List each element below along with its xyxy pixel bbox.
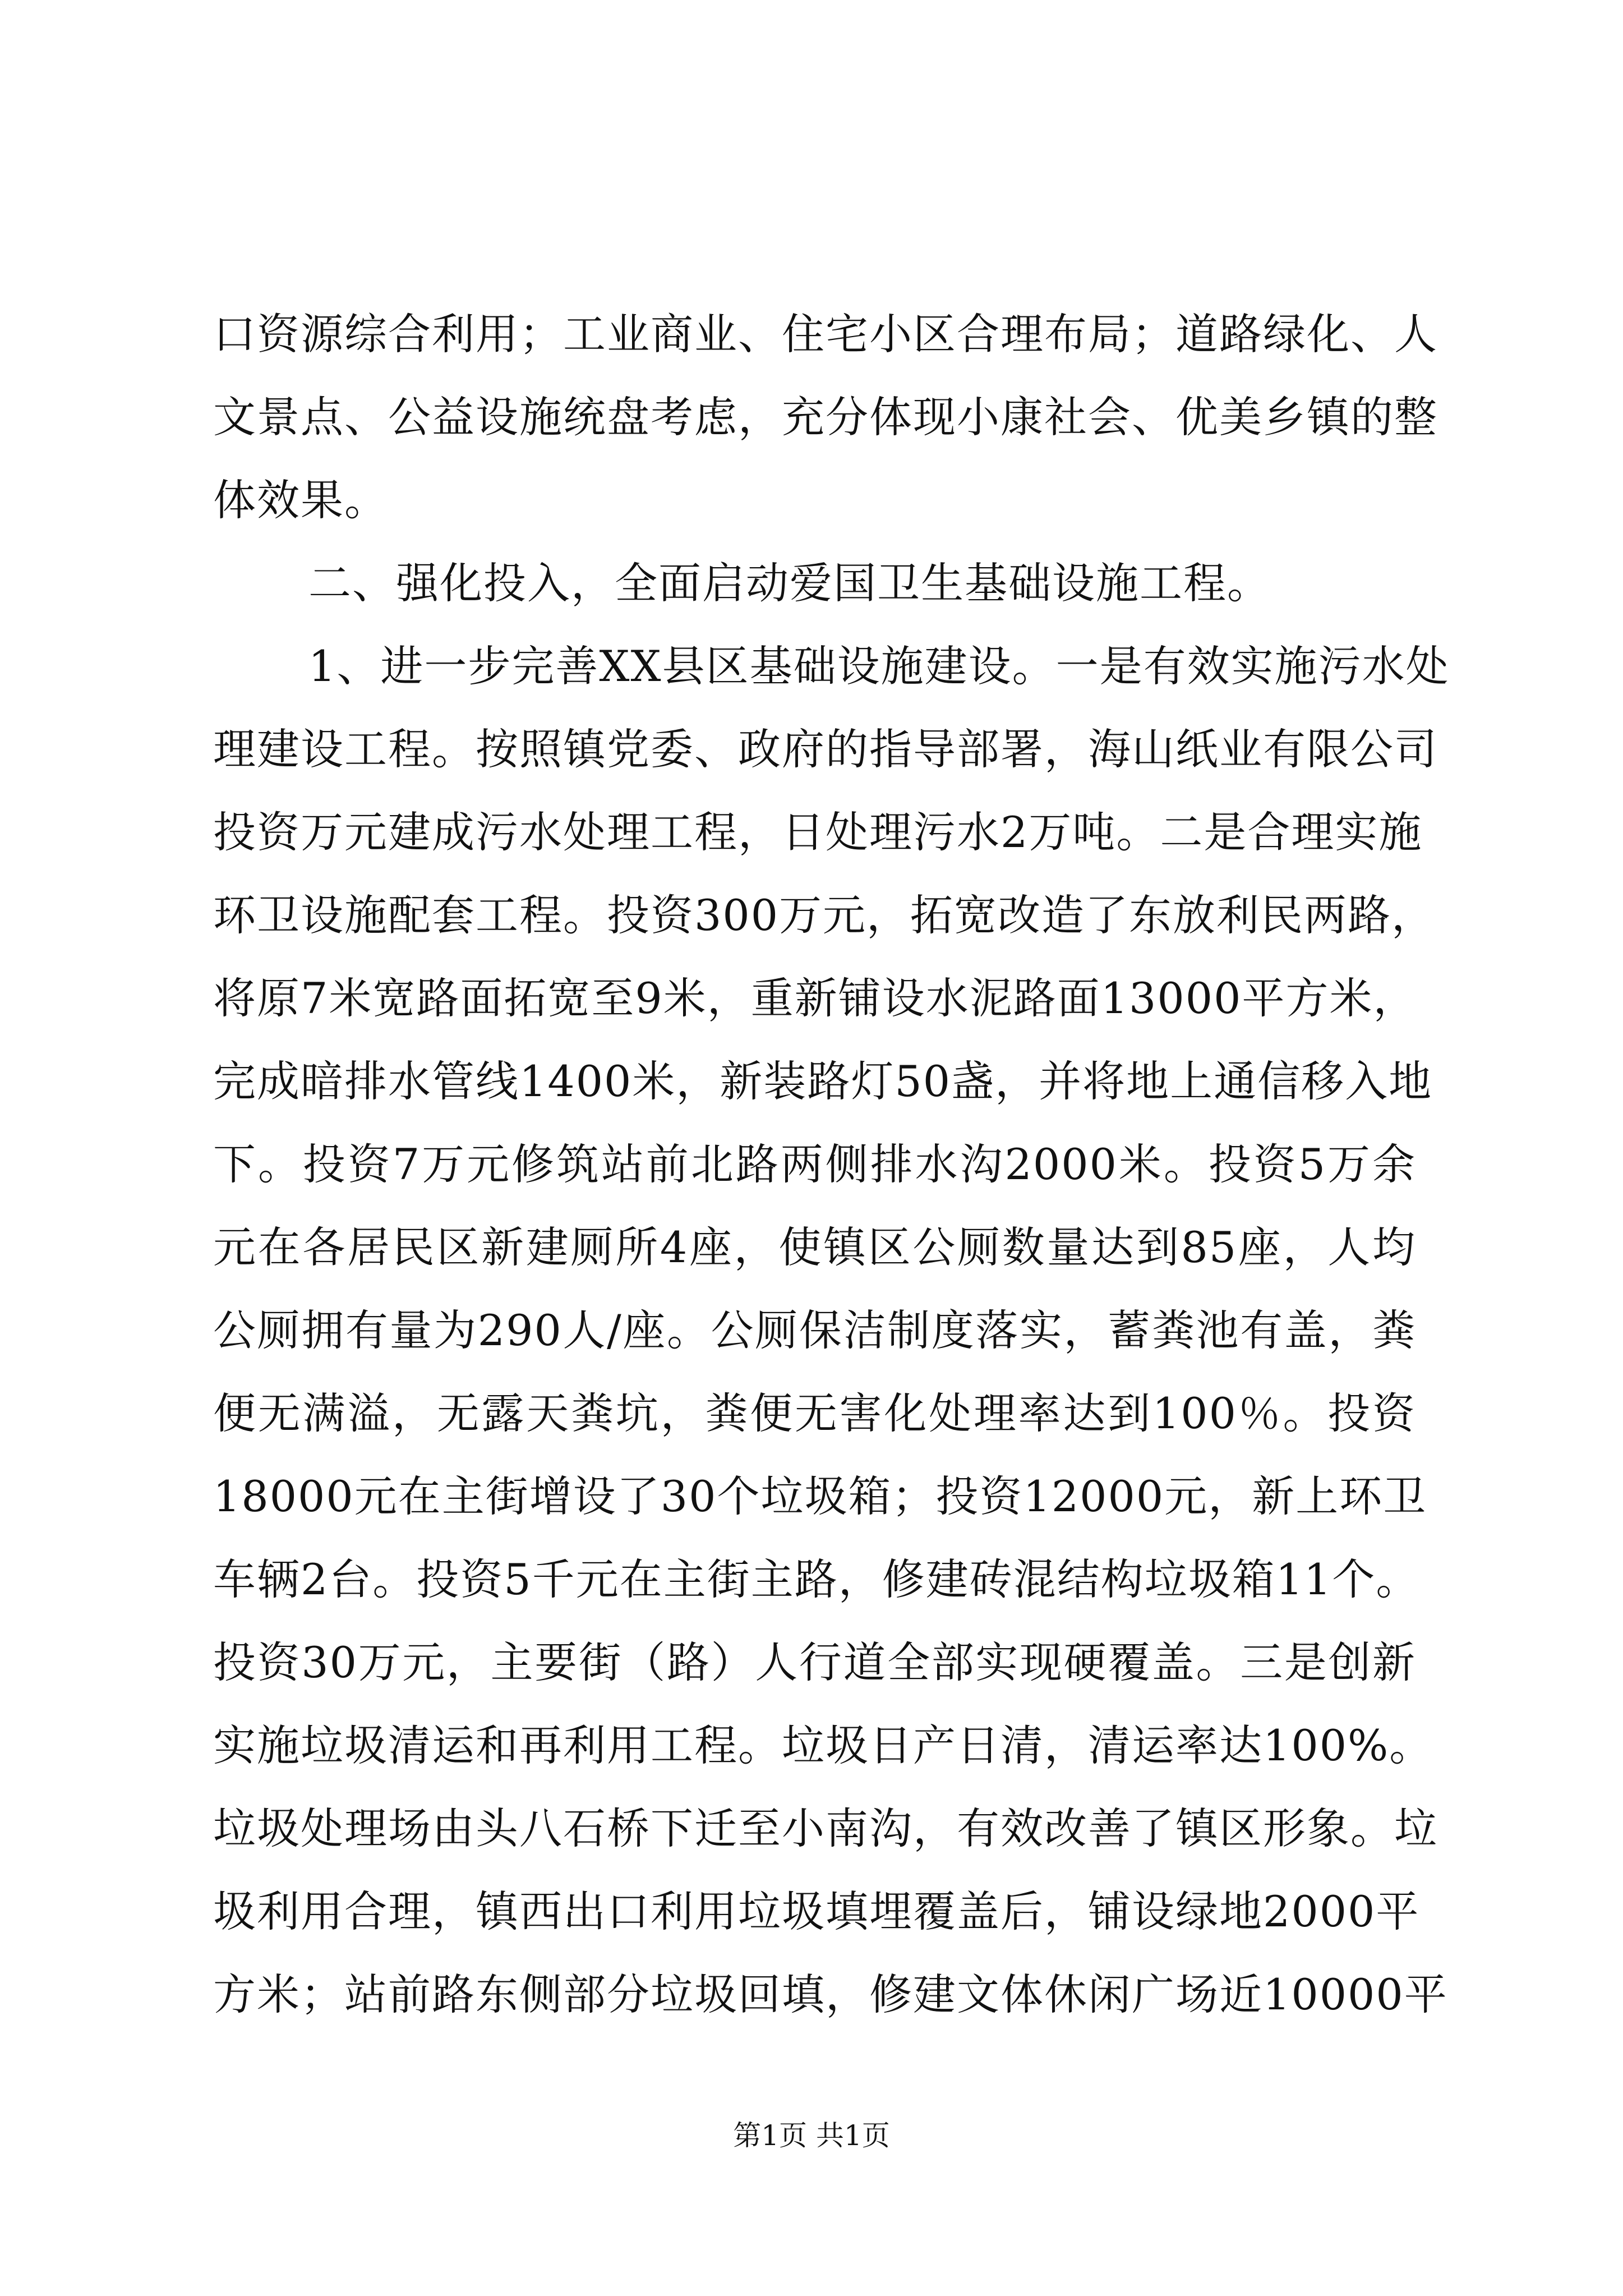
text-line: 口资源综合利用；工业商业、住宅小区合理布局；道路绿化、人 — [213, 309, 1438, 359]
text-line: 实施垃圾清运和再利用工程。垃圾日产日清，清运率达100%。 — [213, 1720, 1433, 1770]
text-line: 投资万元建成污水处理工程，日处理污水2万吨。二是合理实施 — [213, 807, 1423, 857]
text-line: 方米；站前路东侧部分垃圾回填，修建文体休闲广场近10000平 — [213, 1970, 1448, 2019]
section-heading: 二、强化投入，全面启动爱国卫生基础设施工程。 — [308, 558, 1271, 608]
text-line: 圾利用合理，镇西出口利用垃圾填埋覆盖后，铺设绿地2000平 — [213, 1887, 1420, 1936]
text-line: 理建设工程。按照镇党委、政府的指导部署，海山纸业有限公司 — [213, 724, 1438, 774]
document-body — [213, 293, 1450, 2036]
page-footer: 第1页 共1页 — [733, 2119, 890, 2152]
text-line: 下。投资7万元修筑站前北路两侧排水沟2000米。投资5万余 — [213, 1139, 1416, 1189]
text-line: 投资30万元，主要街（路）人行道全部实现硬覆盖。三是创新 — [213, 1637, 1416, 1687]
text-line: 将原7米宽路面拓宽至9米，重新铺设水泥路面13000平方米， — [213, 973, 1417, 1023]
text-line: 环卫设施配套工程。投资300万元，拓宽改造了东放利民两路， — [213, 890, 1436, 940]
text-line: 公厕拥有量为290人/座。公厕保洁制度落实，蓄粪池有盖，粪 — [213, 1305, 1416, 1355]
text-line: 垃圾处理场由头八石桥下迁至小南沟，有效改善了镇区形象。垃 — [213, 1803, 1438, 1853]
text-line: 车辆2台。投资5千元在主街主路，修建砖混结构垃圾箱11个。 — [213, 1554, 1420, 1604]
text-line: 体效果。 — [213, 475, 388, 525]
text-line: 完成暗排水管线1400米，新装路灯50盏，并将地上通信移入地 — [213, 1056, 1433, 1106]
text-line: 1、进一步完善XX县区基础设施建设。一是有效实施污水处 — [308, 641, 1450, 691]
text-line: 18000元在主街增设了30个垃圾箱；投资12000元，新上环卫 — [213, 1471, 1427, 1521]
text-line: 便无满溢，无露天粪坑，粪便无害化处理率达到100％。投资 — [213, 1388, 1416, 1438]
text-line: 文景点、公益设施统盘考虑，充分体现小康社会、优美乡镇的整 — [213, 392, 1438, 442]
text-line: 元在各居民区新建厕所4座，使镇区公厕数量达到85座，人均 — [213, 1222, 1416, 1272]
